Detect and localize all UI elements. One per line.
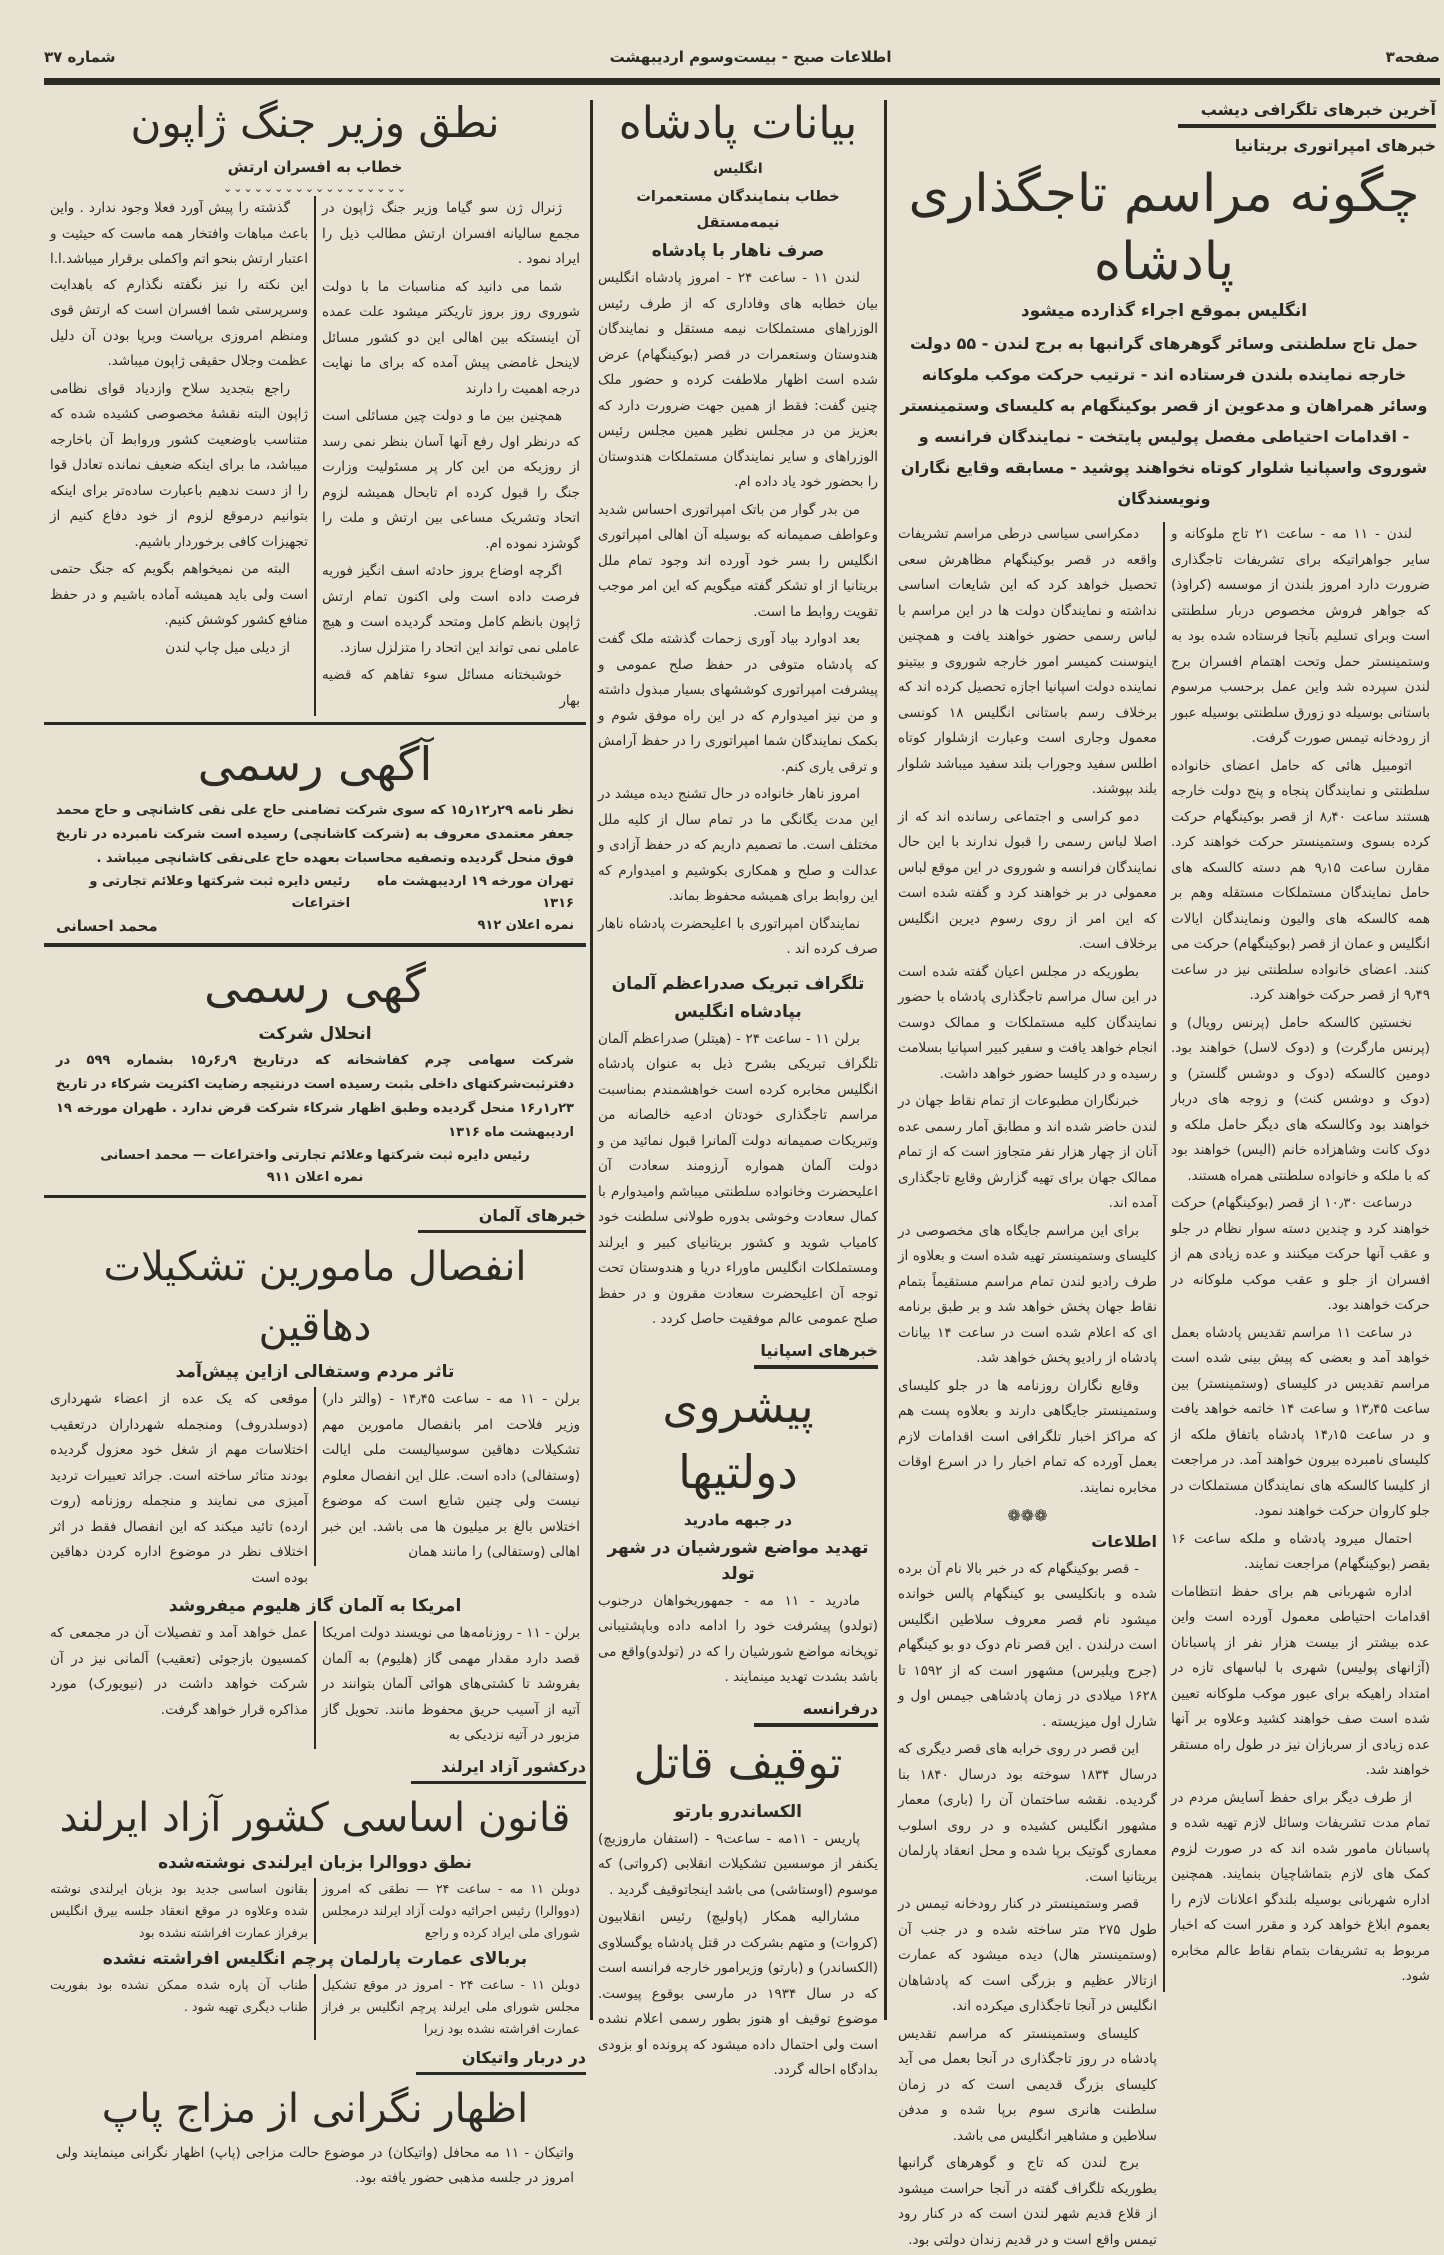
paragraph: لندن ۱۱ - ساعت ۲۴ - امروز پادشاه انگلیس بیان خطابه های وفاداری که از طرف رئیس الوزراهای مستملکات نیمه مستقل و نمایندگان هندوستان وستعمرات در قصر (بوکینگهام) عرض شده است اظهار ملاطفت کرده و حضور ملک چنین گفت: فقط از همین جهت ضرورت دارد که بعزیز من در مجلس نظیر همین مجلس رئیس الوزراهای و سایر نمایندگان مستملکات هندوستان را بحضور خود یاد داده ام. [598, 270, 878, 490]
article-columns [892, 522, 1436, 2255]
paragraph: در ساعت ۱۱ مراسم تقدیس پادشاه بعمل خواهد آمد و بعضی که پیش بینی شده است مراسم تقدیس در کلیسای (وستمینستر) بین ساعت ۱۳٫۴۵ و ساعت ۱۴ خاتمه خواهد یافت و در ساعت ۱۴٫۱۵ پادشاه باتفاق ملکه از کلیسای نامبرده بیرون خواهند آمد. در مراجعت از کلیسا کالسکه های نمایندگان مستملکات در جلو کاروان حرکت خواهند نمود. [1171, 1324, 1430, 1519]
article-columns [44, 1387, 586, 1591]
kicker-rule [416, 2072, 586, 2075]
section-label: خبرهای امپراتوری بریتانیا [1234, 136, 1436, 155]
ad-body: نظر نامه ۲۹ر۱۲ر۱۵ که سوی شرکت تضامنی حاج علی نقی کاشانچی و حاج محمد جعفر معتمدی معروف به (شرکت کاشانچی) رسیده است شرکت نامبرده در تاریخ فوق منحل گردیده وتصفیه محاسبات بعهده حاج علی‌نقی کاشانچی میباشد . [56, 803, 574, 866]
headline: اظهار نگرانی از مزاج پاپ [101, 2085, 529, 2132]
deck: حمل تاج سلطنتی وسائر گوهرهای گرانبها به برج لندن - ۵۵ دولت خارجه نماینده بلندن فرستاده اند - ترتیب حرکت موکب ملوکانه وسائر همراهان و مدعوین از قصر بوکینگهام به کلیسای وستمینستر - اقدامات احتیاطی مفصل پولیس پایتخت - نمایندگان فرانسه و شوروی واسپانیا شلوار کوتاه نخواهند پوشید - مسابقه وقایع نگاران ونویسندگان [900, 334, 1428, 508]
subheadline: در جبهه مادرید [683, 1510, 793, 1529]
masthead-date: اطلاعات صبح - بیست‌وسوم اردیبهشت [609, 48, 892, 66]
paragraph: پاریس - ۱۱مه - ساعت۹ - (استفان ماروزیچ) یکنفر از موسسین تشکیلات انقلابی (کرواتی) که موسوم (اوستاشی) می باشد اینجاتوقیف گردید . [598, 1830, 878, 1898]
ad-signature-row [44, 915, 586, 937]
subheadline: بربالای عمارت پارلمان پرچم انگلیس افراشته نشده [102, 1948, 528, 1969]
subheadline: تاثر مردم وستفالی ازاین پیش‌آمد [175, 1362, 455, 1382]
article-columns [44, 1878, 586, 1944]
ad-number: نمره اعلان ۹۱۱ [266, 1170, 364, 1185]
info-lead: اطلاعات [1091, 1532, 1157, 1551]
ad-body: شرکت سهامی چرم کفاشخانه که درتاریخ ۹ر۶ر۱۵ بشماره ۵۹۹ در دفترثبت‌شرکتهای داخلی بثبت رسیده است درنتیجه رضایت اکثریت شرکاء در تاریخ ۲۳ر۱ر۱۶ منحل گردیده وطبق اظهار شرکاء شرکت قرض ندارد . طهران مورخه ۱۹ اردیبهشت ماه ۱۳۱۶ [56, 1053, 575, 1140]
kicker-rule [1178, 124, 1436, 128]
paragraph: مادرید - ۱۱ مه - جمهوریخواهان درجنوب (تولدو) پیشرفت خود را ادامه داده وباپشتیبانی توپخانه مواضع شورشیان را که در (تولدو)واقع می باشد بشدت تهدید مینمایند . [598, 1592, 878, 1685]
article-column [314, 196, 586, 716]
paragraph: وقایع نگاران روزنامه ها در جلو کلیسای وستمینستر جایگاهی دارند و بعلاوه پست هم که مراکز اخبار تلگرافی است اقدامات لازم بعمل آورده که تمام اخبار را در اسرع اوقات مخابره نمایند. [898, 1377, 1157, 1496]
article-column: طناب آن پاره شده ممکن نشده بود بفوریت طناب دیگری تهیه شود . [50, 1976, 308, 2014]
paragraph: کلیسای وستمینستر که مراسم تقدیس پادشاه در روز تاجگذاری در آنجا بعمل می آید کلیسای بزرگ قدیمی است که در زمان سلطنت هانری سوم برپا شده و مدفن سلاطین و مشاهیر انگلیس می باشد. [898, 2025, 1157, 2144]
paragraph: برلن ۱۱ - ساعت ۲۴ - (هیتلر) صدراعظم آلمان تلگراف تبریکی بشرح ذیل به عنوان پادشاه انگلیس مخابره کرده است خواهشمندم بمناسبت مراسم تاجگذاری خودتان ادعیه خالصانه من وتبریکات صمیمانه دولت آلمانرا قبول نمائید من و دولت آلمان همواره آرزومند سعادت آن اعلیحضرت وخانواده سلطنتی میباشم وامیدوارم با کمال سعادت وخوشی بدوره طولانی سلطنت خود کامیاب شوید و کشور بریتانیای کبیر و ایرلند ومستملکات انگلیس ماوراء دریا و هندوستان تحت توجه آن اعلیحضرت سعادت مقرون و در حفظ صلح عمومی عالم موفقیت حاصل کردد . [598, 1030, 878, 1327]
paragraph: دمکراسی سیاسی درطی مراسم تشریفات واقعه در قصر بوکینگهام مظاهرش سعی تحصیل خواهد کرد که این شایعات اساسی نداشته و نمایندگان دولت ها در این مراسم با لباس رسمی حضور خواهند یافت و همچنین اینوسنت کمیسر امور خارجه شوروی و بیتینو نماینده دولت اسپانیا اجازه تحصیل کرده اند که برخلاف رسم باستانی انگلیس ۱۸ کونسی معمول وجاری است وعبارت ازشلوار کوتاه اطلس سفید وجوراب بلند سفید میباشد شلوار بلند بپوشند. [898, 526, 1157, 797]
paragraph: ژنرال ژن سو گیاما وزیر جنگ ژاپون در مجمع سالیانه افسران ارتش مطالب ذیل را ایراد نمود . [322, 200, 580, 267]
center-column [598, 92, 878, 2086]
paragraph: بعد ادوارد بیاد آوری زحمات گذشته ملک گفت که پادشاه متوفی در حفظ صلح عمومی و پیشرفت امپراتوری کوششهای بسیار مبذول داشته و من نیز امیدوارم که در این راه موفق شوم و بکمک نمایندگان شما امپراتوری را در حفظ آرامش و ترقی یاری کنم. [598, 631, 878, 775]
section-kicker: درکشور آزاد ایرلند [440, 1756, 586, 1776]
paragraph: قصر وستمینستر در کنار رودخانه تیمس در طول ۲۷۵ متر ساخته شده و در جنب آن (وستمینستر هال) دیده میشود که عمارت ازتالار عظیم و بزرگی است که پادشاهان انگلیس در آنجا تاجگذاری میکرده اند. [898, 1896, 1157, 2014]
article-column: بقانون اساسی جدید بود بزبان ایرلندی نوشته شده وعلاوه در موقع انعقاد جلسه بیرق انگلیس برفراز عمارت افراشته نشده بود [50, 1880, 308, 1940]
headline: چگونه مراسم تاجگذاری پادشاه [908, 164, 1420, 292]
paragraph: دمو کراسی و اجتماعی رسانده اند که از اصلا لباس رسمی را قبول ندارند با این حال نمایندگان فرانسه و شوروی در این موقع لباس معمولی در بر خواهند کرد و گفته شده است که این امر از روی رسوم دیرین انگلیس برخلاف است. [898, 808, 1157, 952]
article-column [598, 1027, 878, 1333]
subheadline: خطاب بنمایندگان مستعمرات نیمه‌مستقل [636, 189, 840, 231]
subheadline: تهدید مواضع شورشیان در شهر تولد [607, 1537, 869, 1584]
paragraph: این قصر در روی خرابه های قصر دیگری که درسال ۱۸۳۴ سوخته بود درسال ۱۸۴۰ بنا گردیده. نقشه ساختمان آن را (باری) معمار مشهور انگلیس کشیده و در روی اسلوب معماری گوتیک برپا شده و محل انعقاد پارلمان بریتانیا است. [898, 1741, 1157, 1885]
column-divider [590, 100, 593, 2020]
subheadline: امریکا به آلمان گاز هلیوم میفروشد [168, 1596, 462, 1616]
subheadline: خطاب به افسران ارتش [227, 158, 403, 176]
article-paragraphs [898, 522, 1157, 1501]
section-kicker: درفرانسه [802, 1698, 878, 1718]
ad-subtitle: انحلال شرکت [258, 1024, 372, 1044]
subheadline: صرف ناهار با پادشاه [651, 241, 825, 261]
ad-signer: محمد احسانی [56, 917, 158, 935]
paragraph: گذشته را پیش آورد فعلا وجود ندارد . واین باعث مباهات وافتخار همه ماست که حیثیت و اعتبار ارتش بنحو اتم واکملی برقرار میباشد.ا.ا این نکته را نیز نگفته نگذارم که باهدایت وسرپرستی شما افسران است که ارتش قوی ومنظم امروزی برپاست وبرپا بودن آن دلیل عظمت وجلال حقیقی ژاپون میباشد. [50, 200, 308, 369]
subheadline: نطق دووالرا بزبان ایرلندی نوشته‌شده [158, 1852, 472, 1873]
paragraph: از دیلی میل چاپ لندن [165, 639, 290, 656]
paragraph: همچنین بین ما و دولت چین مسائلی است که درنظر اول رفع آنها آسان بنظر نمی رسد از روزیکه من این کار پر مسئولیت وزارت جنگ را قبول کرده ام تابحال همیشه لزوم اتحاد وتشریک مساعی بین ارتش و ملت را گوشزد نموده ام. [322, 408, 580, 552]
paragraph: من بدر گوار من باتک امپراتوری احساس شدید وعواطف صمیمانه که بوسیله آن اهالی امپراتوری انگلیس را بسر خود آورده اند وجود تمام ملل بریتانیا از او تشکر گفته میگویم که این امر موجب تقویت روابط ما است. [598, 501, 878, 620]
subheadline: الکساندرو بارتو [674, 1801, 802, 1822]
paragraph: درساعت ۱۰٫۳۰ از قصر (بوکینگهام) حرکت خواهند کرد و چندین دسته سوار نظام در جلو و عقب آنها حرکت میکنند و عده زیادی هم از افسران از جلو و عقب موکب ملوکانه در حرکت خواهند بود. [1171, 1195, 1430, 1313]
headline: توقیف قاتل [633, 1737, 843, 1789]
article-column [44, 196, 314, 663]
paragraph: البته من نمیخواهم بگویم که جنگ حتمی است ولی باید همیشه آماده باشیم و در حفظ منافع کشور کوشش کنیم. [50, 561, 308, 628]
headline: نطق وزیر جنگ ژاپون [130, 98, 500, 147]
paragraph: از طرف دیگر برای حفظ آسایش مردم در تمام مدت تشریفات وسائل لازم تهیه شده و پاسبانان مامور شده اند که در صورت لزوم کمک های لازم بتماشاچیان بنمایند. همچنین اداره شهربانی بوسیله بلندگو اعلانات لازم را بعموم ابلاغ خواهد کرد و مقرر است که اخبار مربوط به تشریفات بتمام نقاط عالم مخابره شود. [1171, 1789, 1430, 1984]
paragraph: خوشبختانه مسائل سوء تفاهم که قضیه بهار [322, 667, 580, 709]
article-column: عمل خواهد آمد و تفصیلات آن در مجمعی که کمسیون بازجوئی (تعقیب) آلمانی نیز در آن شرکت خواهد داشت در (نیویورک) مورد مذاکره قرار خواهد گرفت. [50, 1625, 308, 1718]
page-number: صفحه۳ [1385, 48, 1440, 66]
kicker-rule [411, 1781, 586, 1784]
page-header [44, 48, 1440, 66]
coronation-article [892, 92, 1436, 2255]
subheadline: تلگراف تبریک صدراعظم آلمان [611, 973, 865, 994]
ad-number: نمره اعلان ۹۱۲ [477, 918, 574, 933]
ad-date: تهران مورخه ۱۹ اردیبهشت ماه ۱۳۱۶ [377, 874, 574, 911]
paragraph: بطوریکه در مجلس اعیان گفته شده است در این سال مراسم تاجگذاری پادشاه با حضور نمایندگان کلیه مستملکات و ممالک دوست انجام خواهد یافت و سفیر کبیر اسپانیا بسلامت رسیده و در کلیسا حضور خواهد داشت. [898, 963, 1157, 1082]
article-column [598, 266, 878, 963]
section-rule [44, 943, 586, 947]
headline: پیشروی دولتیها [662, 1378, 814, 1499]
ornament: ❁❁❁ [1007, 1506, 1048, 1525]
paragraph: اداره شهربانی هم برای حفظ انتظامات اقدامات احتیاطی معمول آورده است واین عده بیشتر از بیست هزار نفر از پاسبانان (آژانهای پولیس) شهری با لباسهای تازه در امتداد راهیکه برای عبور موکب ملوکانه تعیین شده است صف خواهند کشید وعلاوه بر آنها عده زیادی از سربازان نیز در طول راه مستقر خواهند شد. [1171, 1583, 1430, 1778]
paragraph: لندن - ۱۱ مه - ساعت ۲۱ تاج ملوکانه و سایر جواهراتیکه برای تشریفات تاجگذاری ضرورت دارد امروز بلندن از موسسه (کراوذ) که جواهر فروش مخصوص دربار سلطنتی است وبرای تسلیم بآنجا فرستاده شده بود به وستمینستر حمل وتحت اهتمام افسران برج لندن سپرده شد واین عمل برحسب مرسوم باستانی بوسیله دو زورق سلطنتی بوسیله عبور از رودخانه تیمس صورت گرفت. [1171, 526, 1430, 746]
ad-title: آگهی رسمی [197, 737, 433, 791]
article-column: دوبلن ۱۱ - ساعت ۲۴ - امروز در موقع تشکیل مجلس شورای ملی ایرلند پرچم انگلیس بر فراز عمارت افراشته نشده بود زیرا [314, 1974, 586, 2040]
headline: انفصال مامورین تشکیلات دهاقین [103, 1244, 527, 1350]
left-column [44, 92, 586, 2192]
article-columns [44, 196, 586, 716]
ad-title: گهی رسمی [204, 959, 426, 1013]
section-kicker: آخرین خبرهای تلگرافی دیشب [1200, 100, 1436, 119]
column-divider [884, 100, 887, 2020]
article-column [598, 1827, 878, 2084]
section-rule [44, 1195, 586, 1198]
kicker-rule [754, 1365, 878, 1369]
ad-office: رئیس دایره ثبت شرکتها وعلائم تجارتی و اختراعات [89, 874, 351, 911]
article-column: برلن - ۱۱ - روزنامه‌ها می نویسند دولت امریکا قصد دارد مقدار مهمی گاز (هلیوم) به آلمان بفروشد تا کشتی‌های هوائی آلمان بتوانند در آتیه از آسیب حریق محفوظ مانند. تحویل گاز مزبور در آتیه نزدیکی به [314, 1621, 586, 1749]
info-paragraphs [898, 1557, 1157, 2254]
article-column [1163, 522, 1436, 1992]
paragraph: نمایندگان امپراتوری با اعلیحضرت پادشاه ناهار صرف کرده اند . [598, 915, 878, 957]
paragraph: برای این مراسم جایگاه های مخصوصی در کلیسای وستمینستر تهیه شده است و بعلاوه از طرف رادیو لندن تمام مراسم مستقیماً بتمام نقاط جهان پخش خواهد شد و بر طبق برنامه ای که اعلام شده است در ساعت ۱۴ بیانات پادشاه از رادیو پخش خواهد شد. [898, 1222, 1158, 1366]
ornament: ⌄⌄⌄⌄⌄⌄⌄⌄⌄⌄⌄⌄⌄⌄⌄⌄⌄⌄ [223, 182, 407, 195]
paragraph: خبرنگاران مطبوعات از تمام نقاط جهان در لندن حاضر شده اند و مطابق آمار رسمی عده آنان از چهار هزار نفر متجاوز است که از تمام ممالک جهان برای تهیه گزارش وقایع تاجگذاری آمده اند. [898, 1093, 1157, 1211]
kicker: انگلیس [713, 161, 763, 177]
section-kicker: خبرهای اسپانیا [760, 1340, 878, 1360]
paragraph: مشارالیه همکار (پاولیچ) رئیس انقلابیون (کروات) و متهم بشرکت در قتل پادشاه یوگسلاوی (الکساندر) و (بارتو) وزیرامور خارجه فرانسه است که در سال ۱۹۳۴ در مارسی بوقوع پیوست. موضوع توقیف او هنوز بطور رسمی اعلام نشده است ولی احتمال داده میشود که پرونده او بزودی بدادگاه احاله گردد. [598, 1909, 878, 2078]
paragraph: شما می دانید که مناسبات ما با دولت شوروی روز بروز تاریکتر میشود علت عمده آن اینستکه بین اهالی این دو کشور مسائل لاینحل غامضی پیش آمده که برای ما نهایت درجه اهمیت را دارند [322, 278, 580, 397]
article-column: موقعی که یک عده از اعضاء شهرداری (دوسلدروف) ومنجمله شهرداران درتعقیب اختلاسات مهم از شغل خود معزول گردیده بودند متاثر ساخته است. جرائد تعبیرات تردید آمیزی می نمایند و منجمله روزنامه (روت ارده) تائید میکند که این انفصال فقط در اثر اختلاف نظر در موضوع اداره کردن دهاقین بوده است [50, 1391, 308, 1586]
article-column [892, 522, 1163, 2255]
ad-signature-row [44, 871, 586, 915]
paragraph: اتومبیل هائی که حامل اعضای خانواده سلطنتی و نمایندگان پنجاه و پنج دولت خارجه هستند ساعت ۸٫۴۰ از قصر بوکینگهام حرکت کرده بسوی وستمینستر حرکت خواهند کرد. مقارن ساعت ۹٫۱۵ هم دسته کالسکه های حامل نمایندگان مستملکات مستقله وهم بر همه کالسکه های والیون ونمایندگان ایالات انگلیس و عمان از قصر (بوکینگهام) حرکت می کنند. اعضای خانواده سلطنتی نیز در ساعت ۹٫۴۹ از قصر حرکت خواهند کرد. [1171, 757, 1430, 1003]
kicker-rule [754, 1723, 878, 1727]
article-columns [44, 1974, 586, 2040]
article-column: دوبلن ۱۱ مه - ساعت ۲۴ — نطقی که امروز (دووالرا) رئیس اجرائیه دولت آزاد ایرلند درمجلس شورای ملی ایراد کرده و راجع [314, 1878, 586, 1944]
headline: قانون اساسی کشور آزاد ایرلند [59, 1794, 571, 1841]
article-column: برلن - ۱۱ مه - ساعت ۱۴٫۴۵ - (والتر دار) وزیر فلاحت امر بانفصال مامورین مهم تشکیلات دهاقین سوسیالیست ملی ایالت (وستفالی) داده است. علل این انفصال معلوم نیست ولی چنین شایع است که موضوع اختلاس بالغ بر میلیون ها می باشد. این خبر اهالی (وستفالی) را مانند همان [314, 1387, 586, 1566]
section-kicker: خبرهای آلمان [478, 1206, 586, 1225]
issue-number: شماره ۳۷ [44, 48, 116, 66]
article-column [598, 1589, 878, 1691]
headline: بیانات پادشاه [618, 98, 858, 149]
paragraph: برج لندن که تاج و گوهرهای گرانبها بطوریکه تلگراف گفته در آنجا حراست میشود از قلاع قدیم شهر لندن است که در کنار رود تیمس واقع است و در قدیم زندان دولتی بود. [898, 2155, 1157, 2248]
header-rule [44, 78, 1440, 85]
paragraph: اگرچه اوضاع بروز حادثه اسف انگیز فوریه فرصت داده است ولی اکنون تمام ارتش ژاپون بانظم کامل ومتحد گردیده است و هیچ عاملی نمی تواند این اتحاد را متزلزل سازد. [322, 563, 580, 656]
paragraph: - قصر بوکینگهام که در خبر بالا نام آن برده شده و بانکلیسی بو کینگهام پالس خوانده میشود نام قصر معروف سلاطین انگلیس است درلندن . این قصر نام دوک دو بو کینگهام (جرج ویلیرس) مشهور است که از ۱۵۹۲ تا ۱۶۲۸ میلادی در زمان پادشاهی جیمس اول و شارل اول میزیسته . [898, 1560, 1157, 1730]
ad-office: رئیس دایره ثبت شرکتها وعلائم تجارتی واختراعات — محمد احسانی [100, 1148, 530, 1163]
paragraph: نخستین کالسکه حامل (پرنس رویال) و (پرنس مارگرت) و (دوک لاسل) خواهند بود. دومین کالسکه (دوک و دوشس گلستر) و (دوک و دوشس کنت) و زوجه های دربار خواهند بود وکالسکه های دیگر حامل ملکه و دوک کانت وشاهزاده خانم (الیس) خواهند بود که با ملکه و خانواده سلطنتی همراه هستند. [1171, 1014, 1430, 1184]
section-rule [44, 722, 586, 725]
kicker-rule [418, 1230, 586, 1233]
subheadline: انگلیس بموقع اجراء گذارده میشود [1020, 301, 1308, 321]
article-columns [44, 1621, 586, 1749]
paragraph: راجع بتجدید سلاح وازدیاد قوای نظامی ژاپون البته نقشهٔ مخصوصی کشیده شده که متناسب باوضعیت کشور وروابط آن باخارجه میباشد، ما برای اینکه ضعیف نمانده تعادل قوا را از دست ندهیم باعبارت ساده‌تر برای اینکه بتوانیم درموقع لزوم از خود دفاع کنیم از تجهیزات کافی برخوردار باشیم. [50, 380, 308, 550]
paragraph: احتمال میرود پادشاه و ملکه ساعت ۱۶ بقصر (بوکینگهام) مراجعت نمایند. [1171, 1530, 1430, 1572]
paragraph: امروز ناهار خانواده در حال تشنج دیده میشد در این مدت یگانگی ما در تمام سال از کلیه ملل مختلف است. ما تصمیم داریم که در حفظ آزادی و عدالت و صلح و همکاری بکوشیم و امیدوارم که این روابط برای همیشه محفوظ بماند. [598, 786, 878, 904]
subheadline: بپادشاه انگلیس [674, 1001, 802, 1022]
article-body: واتیکان - ۱۱ مه محافل (واتیکان) در موضوع حالت مزاجی (پاپ) اظهار نگرانی مینمایند ولی امروز در جلسه مذهبی حضور یافته بود. [56, 2144, 575, 2186]
section-kicker: در دربار واتیکان [461, 2047, 586, 2067]
